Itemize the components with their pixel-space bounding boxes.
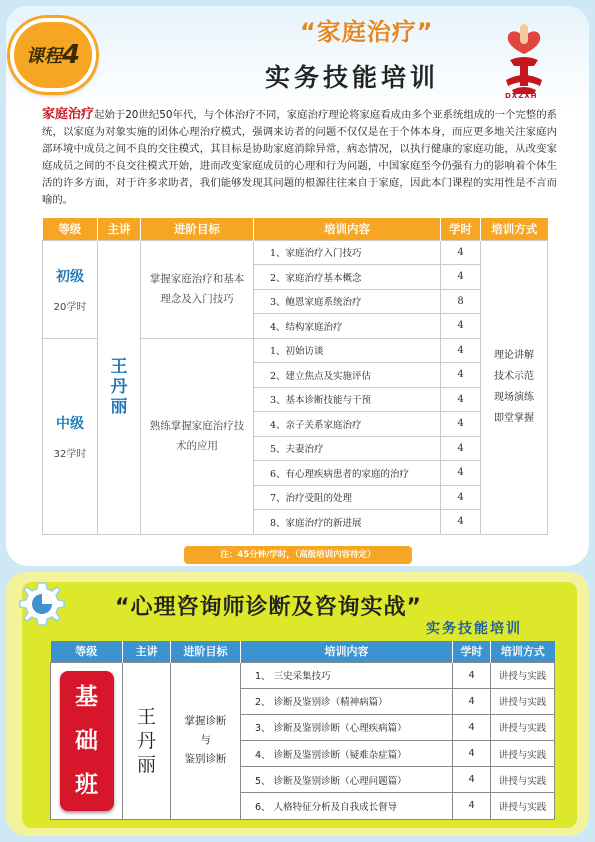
level-char: 基 (75, 683, 98, 710)
goal-cell (171, 662, 241, 819)
table-row (43, 240, 548, 265)
level-hours: 20学时 (53, 301, 87, 313)
content-cell: 1、 三史采集技巧 (241, 662, 453, 688)
course-badge-number: 4 (61, 40, 81, 70)
heart-hand-logo-icon (496, 20, 552, 100)
hours-cell: 4 (453, 714, 491, 740)
method-line: 理论讲解 (494, 350, 534, 361)
goal-line: 掌握诊断 (184, 715, 227, 727)
method-cell: 讲授与实践 (491, 662, 555, 688)
hours-cell: 4 (453, 688, 491, 714)
method-cell: 讲授与实践 (491, 688, 555, 714)
logo-text: DXZXH (505, 92, 538, 100)
hours-cell: 4 (441, 265, 481, 290)
level-cell (51, 662, 123, 819)
method-cell: 讲授与实践 (491, 793, 555, 819)
footnote-badge: 注：45分钟/学时，（高级培训内容待定） (184, 546, 412, 564)
content-cell: 3、 诊断及鉴别诊断（心理疾病篇） (241, 714, 453, 740)
course-badge (10, 18, 96, 92)
method-line: 现场演练 (494, 392, 534, 403)
content-cell: 3、基本诊断技能与干预 (254, 387, 441, 412)
intro-paragraph (42, 106, 557, 210)
goal-line: 鉴别诊断 (184, 753, 227, 765)
hours-cell: 4 (453, 662, 491, 688)
header-content: 培训内容 (254, 218, 441, 240)
header-method: 培训方式 (481, 218, 548, 240)
method-cell: 讲授与实践 (491, 767, 555, 793)
hours-cell: 4 (453, 793, 491, 819)
content-cell: 2、 诊断及鉴别诊（精神病篇） (241, 688, 453, 714)
content-cell: 5、夫妻治疗 (254, 436, 441, 461)
header-hours: 学时 (441, 218, 481, 240)
method-line: 即堂掌握 (494, 413, 534, 424)
level-cell (43, 338, 98, 534)
level-char: 础 (75, 727, 98, 754)
hours-cell: 4 (441, 485, 481, 510)
level-cell (43, 240, 98, 338)
content-cell: 2、建立焦点及实施评估 (254, 363, 441, 388)
content-cell: 5、 诊断及鉴别诊断（心理问题篇） (241, 767, 453, 793)
page-title: “家庭治疗” (300, 18, 434, 46)
content-cell: 4、亲子关系家庭治疗 (254, 412, 441, 437)
level-char: 班 (75, 771, 98, 798)
content-cell: 3、鲍恩家庭系统治疗 (254, 289, 441, 314)
content-cell: 2、家庭治疗基本概念 (254, 265, 441, 290)
header-goal: 进阶目标 (171, 641, 241, 662)
header-method: 培训方式 (491, 641, 555, 662)
course-badge-label: 课程 (25, 46, 62, 67)
teacher-cell (98, 240, 141, 534)
hours-cell: 4 (441, 510, 481, 535)
goal-cell: 熟练掌握家庭治疗技术的应用 (141, 338, 254, 534)
diagnosis-table (50, 641, 555, 820)
method-cell: 讲授与实践 (491, 740, 555, 766)
section-title: “心理咨询师诊断及咨询实战” (115, 595, 422, 620)
content-cell: 8、家庭治疗的新进展 (254, 510, 441, 535)
gear-icon (18, 580, 66, 628)
level-name: 中级 (56, 415, 84, 432)
content-cell: 1、家庭治疗入门技巧 (254, 240, 441, 265)
hours-cell: 8 (441, 289, 481, 314)
method-cell (481, 240, 548, 534)
header-teacher: 主讲 (98, 218, 141, 240)
teacher-name: 王丹丽 (110, 357, 128, 417)
section-subtitle: 实务技能培训 (426, 621, 522, 637)
header-level: 等级 (43, 218, 98, 240)
hours-cell: 4 (441, 461, 481, 486)
header-hours: 学时 (453, 641, 491, 662)
goal-line: 与 (200, 734, 211, 746)
hours-cell: 4 (441, 338, 481, 363)
intro-text: 起始于20世纪50年代，与个体治疗不同，家庭治疗理论将家庭看成由多个亚系统组成的一个完整的系统，以家庭为对象实施的团体心理治疗模式，强调来访者的问题不仅仅是在于个体本身，而应更多地关注家庭内部环境中成员之间不良的交往模式，其目标是协助家庭消除异常，病态情况，以执行健康的家庭功能，从改变家庭成员之间的不良交往模式开始，进而改变家庭成员的心理和行为问题，中国家庭至今仍强有力的影响着个体生活的许多方面，对于许多求助者，我们能够发现其问题的根源往往来自于家庭，因此本门课程的实用性是不言而喻的。 (42, 109, 557, 207)
hours-cell: 4 (441, 387, 481, 412)
teacher-name: 王丹丽 (136, 705, 156, 776)
level-name: 初级 (56, 268, 84, 285)
family-therapy-table (42, 218, 548, 535)
page-subtitle: 实务技能培训 (265, 63, 440, 92)
hours-cell: 4 (441, 412, 481, 437)
header-level: 等级 (51, 641, 123, 662)
table-row (51, 662, 555, 688)
content-cell: 6、 人格特征分析及自我成长督导 (241, 793, 453, 819)
level-badge (60, 671, 114, 811)
hours-cell: 4 (453, 767, 491, 793)
content-cell: 4、 诊断及鉴别诊断（疑难杂症篇） (241, 740, 453, 766)
content-cell: 4、结构家庭治疗 (254, 314, 441, 339)
content-cell: 6、有心理疾病患者的家庭的治疗 (254, 461, 441, 486)
header-goal: 进阶目标 (141, 218, 254, 240)
hours-cell: 4 (441, 314, 481, 339)
goal-cell: 掌握家庭治疗和基本理念及入门技巧 (141, 240, 254, 338)
header-content: 培训内容 (241, 641, 453, 662)
hours-cell: 4 (441, 363, 481, 388)
content-cell: 7、治疗受阻的处理 (254, 485, 441, 510)
header-teacher: 主讲 (123, 641, 171, 662)
level-hours: 32学时 (53, 448, 87, 460)
method-cell: 讲授与实践 (491, 714, 555, 740)
hours-cell: 4 (453, 740, 491, 766)
intro-highlight: 家庭治疗 (42, 107, 95, 122)
method-line: 技术示范 (494, 371, 534, 382)
content-cell: 1、初始访谈 (254, 338, 441, 363)
hours-cell: 4 (441, 436, 481, 461)
teacher-cell (123, 662, 171, 819)
hours-cell: 4 (441, 240, 481, 265)
